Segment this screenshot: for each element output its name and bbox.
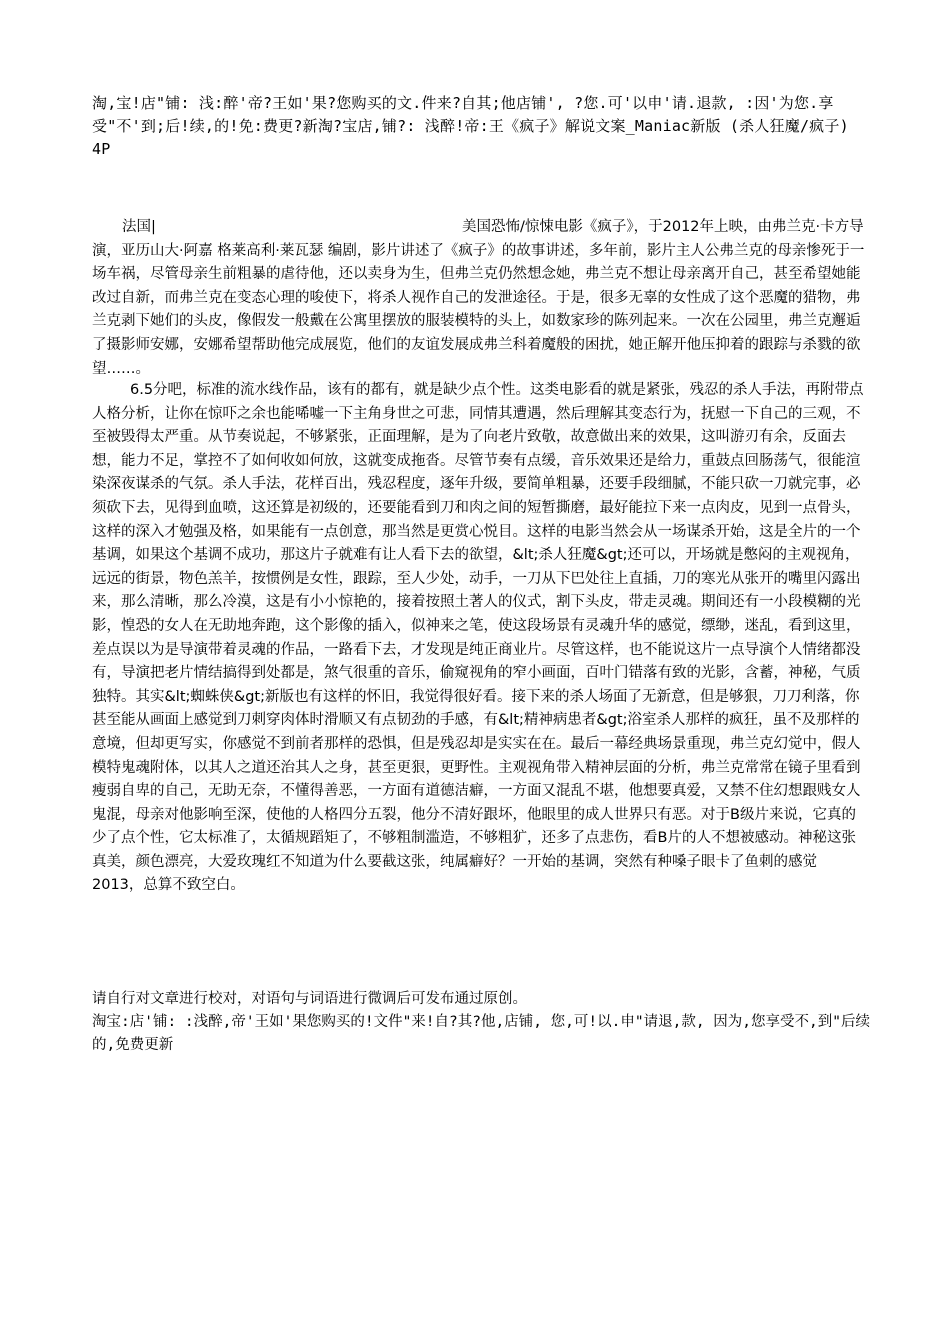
footer-notes [92, 988, 872, 1057]
review-paragraph: 6.5分吧，标准的流水线作品，该有的都有，就是缺少点个性。这类电影看的就是紧张，残忍的杀人手法，再附带点人格分析，让你在惊吓之余也能唏嘘一下主角身世之可悲，同情其遭遇，然后理解其变态行为，抚慰一下自己的三观，不至被毁得太严重。从节奏说起，不够紧张，正面理解，是为了向老片致敬，故意做出来的效果，这叫游刃有余，反面去想，能力不足，掌控不了如何收如何放，这就变成拖沓。尽管节奏有点缓，音乐效果还是给力，重鼓点回肠荡气，很能渲染深夜谋杀的气氛。杀人手法，花样百出，残忍程度，逐年升级，要简单粗暴，还要手段细腻，不能只砍一刀就完事，必须砍下去，见得到血喷，这还算是初级的，还要能看到刀和肉之间的短暂撕磨，最好能拉下来一点肉皮，见到一点骨头，这样的深入才勉强及格，如果能有一点创意，那当然是更赏心悦目。这样的电影当然会从一场谋杀开始，这是全片的一个基调，如果这个基调不成功，那这片子就难有让人看下去的欲望，&lt;杀人狂魔&gt;还可以，开场就是憋闷的主观视角，远远的街景，物色羔羊，按惯例是女性，跟踪，至人少处，动手，一刀从下巴处往上直插，刀的寒光从张开的嘴里闪露出来，那么清晰，那么冷漠，这是有小小惊艳的，接着按照土著人的仪式，割下头皮，带走灵魂。期间还有一小段模糊的光影，惶恐的女人在无助地奔跑，这个影像的插入，似神来之笔，使这段场景有灵魂升华的感觉，缥缈，迷乱，看到这里，差点误以为是导演带着灵魂的作品，一路看下去，才发现是纯正商业片。尽管这样，也不能说这片一点导演个人情绪都没有，导演把老片情结搞得到处都是，煞气很重的音乐，偷窥视角的窄小画面，百叶门错落有致的光影，含蓄，神秘，气质独特。其实&lt;蜘蛛侠&gt;新版也有这样的怀旧，我觉得很好看。接下来的杀人场面了无新意，但是够狠，刀刀利落，你甚至能从画面上感觉到刀刺穿肉体时滑顺又有点韧劲的手感，有&lt;精神病患者&gt;浴室杀人那样的疯狂，虽不及那样的意境，但却更写实，你感觉不到前者那样的恐惧，但是残忍却是实实在在。最后一幕经典场景重现，弗兰克幻觉中，假人模特鬼魂附体，以其人之道还治其人之身，甚至更狠，更野性。主观视角带入精神层面的分析，弗兰克常常在镜子里看到瘦弱自卑的自己，无助无奈，不懂得善恶，一方面有道德洁癖，一方面又混乱不堪，他想要真爱，又禁不住幻想跟贱女人鬼混，母亲对他影响至深，使他的人格四分五裂，他分不清好跟坏，他眼里的成人世界只有恶。对于B级片来说，它真的少了点个性，它太标准了，太循规蹈矩了，不够粗制滥造，不够粗犷，还多了点悲伤，看B片的人不想被感动。神秘这张真美，颜色漂亮，大爱玫瑰红不知道为什么要截这张，纯属癖好？一开始的基调，突然有种嗓子眼卡了鱼刺的感觉2013，总算不致空白。 [92, 382, 864, 894]
intro-text: 美国恐怖/惊悚电影《疯子》，于2012年上映，由弗兰克·卡方导演，亚历山大·阿嘉 格莱高利·莱瓦瑟 编剧，影片讲述了《疯子》的故事讲述，多年前，影片主人公弗兰克的母亲惨死于一场车祸，尽管母亲生前粗暴的虐待他，还以卖身为生，但弗兰克仍然想念她，弗兰克不想让母亲离开自己，甚至希望她能改过自新，而弗兰克在变态心理的唆使下，将杀人视作自己的发泄途径。于是，很多无辜的女性成了这个恶魔的猎物，弗兰克剥下她们的头皮，像假发一般戴在公寓里摆放的服装模特的头上，如数家珍的陈列起来。一次在公园里，弗兰克邂逅了摄影师安娜，安娜希望帮助他完成展览，他们的友谊发展成弗兰科着魔般的困扰，她正解开他压抑着的跟踪与杀戮的欲望……。 [92, 219, 865, 377]
store-notice-footer: 淘宝:店'铺: :浅醉,帝'王如'果您购买的!文件"来!自?其?他,店铺, 您,可!以.申"请退,款, 因为,您享受不,到"后续的,免费更新 [92, 1014, 870, 1053]
store-notice-header: 淘,宝!店"铺: 浅:醉'帝?王如'果?您购买的文.件来?自其;他店铺', ?您.可'以申'请.退款, :因'为您.享受"不'到;后!续,的!免:费更?新淘?宝店,铺?: 浅醉!帝:王《疯子》解说文案_Maniac新版 (杀人狂魔/疯子) 4P [92, 94, 849, 158]
proofread-note: 请自行对文章进行校对，对语句与词语进行微调后可发布通过原创。 [92, 991, 527, 1007]
movie-intro-paragraph [92, 216, 866, 381]
country-tag: 法国| [122, 219, 156, 235]
